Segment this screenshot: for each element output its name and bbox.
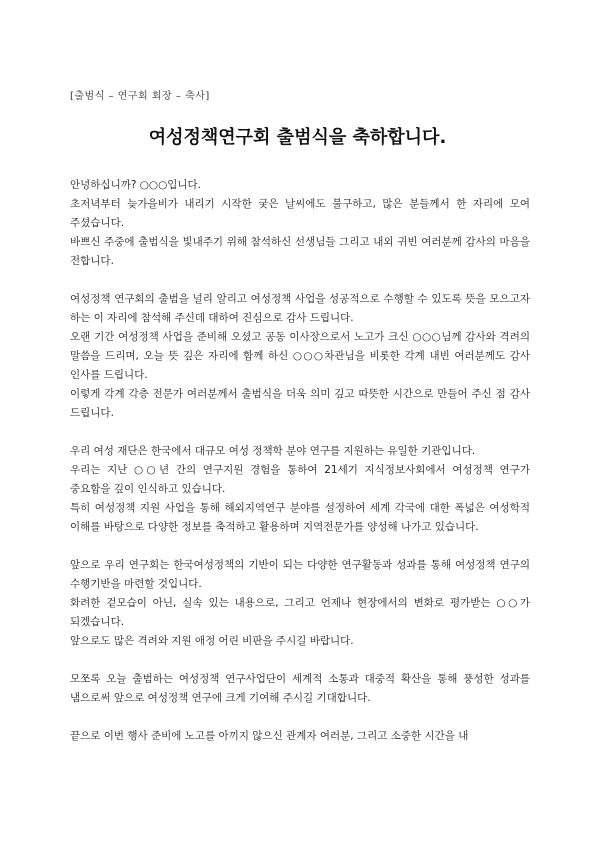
body-line: 우리는 지난 ○○년 간의 연구지원 경험을 통하여 21세기 지식정보사회에서 여성정책 연구가 중요함을 깊이 인식하고 있습니다. xyxy=(70,464,530,495)
body-line: 특히 여성정책 지원 사업을 통해 해외지역연구 분야를 설정하여 세계 각국에 대한 폭넓은 여성학적 이해를 바탕으로 다양한 정보를 축적하고 활용하며 지역전문가를 양성해 나가고 있습니다. xyxy=(70,502,530,533)
body-line: 앞으로도 많은 격려와 지원 애정 어린 비판을 주시길 바랍니다. xyxy=(70,635,354,647)
body-line: 앞으로 우리 연구회는 한국여성정책의 기반이 되는 다양한 연구활동과 성과를 통해 여성정책 연구의 수행기반을 마련할 것입니다. xyxy=(70,559,530,590)
body-line: 바쁘신 주중에 출범식을 빛내주기 위해 참석하신 선생님들 그리고 내외 귀빈 여러분께 감사의 마음을 전합니다. xyxy=(70,236,530,267)
body-line: 안녕하십니까? ○○○입니다. xyxy=(70,179,202,191)
body-line: 화려한 겉모습이 아닌, 실속 있는 내용으로, 그리고 언제나 현장에서의 변화로 평가받는 ○○가 되겠습니다. xyxy=(70,597,530,628)
paragraph-future xyxy=(70,556,530,651)
paragraph-thanks xyxy=(70,290,530,423)
paragraph-wishes xyxy=(70,670,530,708)
document-category: [출범식 – 연구회 회장 – 축사] xyxy=(70,91,210,102)
body-line: 이렇게 각계 각층 전문가 여러분께서 출범식을 더욱 의미 깊고 따뜻한 시간으로 만들어 주신 점 감사 드립니다. xyxy=(70,388,530,419)
body-line: 모쪼록 오늘 출범하는 여성정책 연구사업단이 세계적 소통과 대중적 확산을 통해 풍성한 성과를 냄으로써 앞으로 여성정책 연구에 크게 기여해 주시길 기대합니다. xyxy=(70,673,530,704)
paragraph-closing xyxy=(70,727,530,746)
document-body xyxy=(70,176,530,765)
paragraph-foundation xyxy=(70,442,530,537)
body-line: 우리 여성 재단은 한국에서 대규모 여성 정책학 분야 연구를 지원하는 유일한 기관입니다. xyxy=(70,445,476,457)
paragraph-greeting xyxy=(70,176,530,271)
body-line: 여성정책 연구회의 출범을 널리 알리고 여성정책 사업을 성공적으로 수행할 수 있도록 뜻을 모으고자 하는 이 자리에 참석해 주신데 대하여 진심으로 감사 드립니다. xyxy=(70,293,530,324)
body-line: 오랜 기간 여성정책 사업을 준비해 오셨고 공동 이사장으로서 노고가 크신 ○○○님께 감사와 격려의 말씀을 드리며, 오늘 뜻 깊은 자리에 함께 하신 ○○○차관님을 비롯한 각계 내빈 여러분께도 감사 인사를 드립니다. xyxy=(70,331,530,381)
body-line: 초저녁부터 늦가을비가 내리기 시작한 궂은 날씨에도 불구하고, 많은 분들께서 한 자리에 모여 주셨습니다. xyxy=(70,198,530,229)
body-line: 끝으로 이번 행사 준비에 노고를 아끼지 않으신 관계자 여러분, 그리고 소중한 시간을 내 xyxy=(70,730,469,742)
document-title: 여성정책연구회 출범식을 축하합니다. xyxy=(148,127,447,148)
